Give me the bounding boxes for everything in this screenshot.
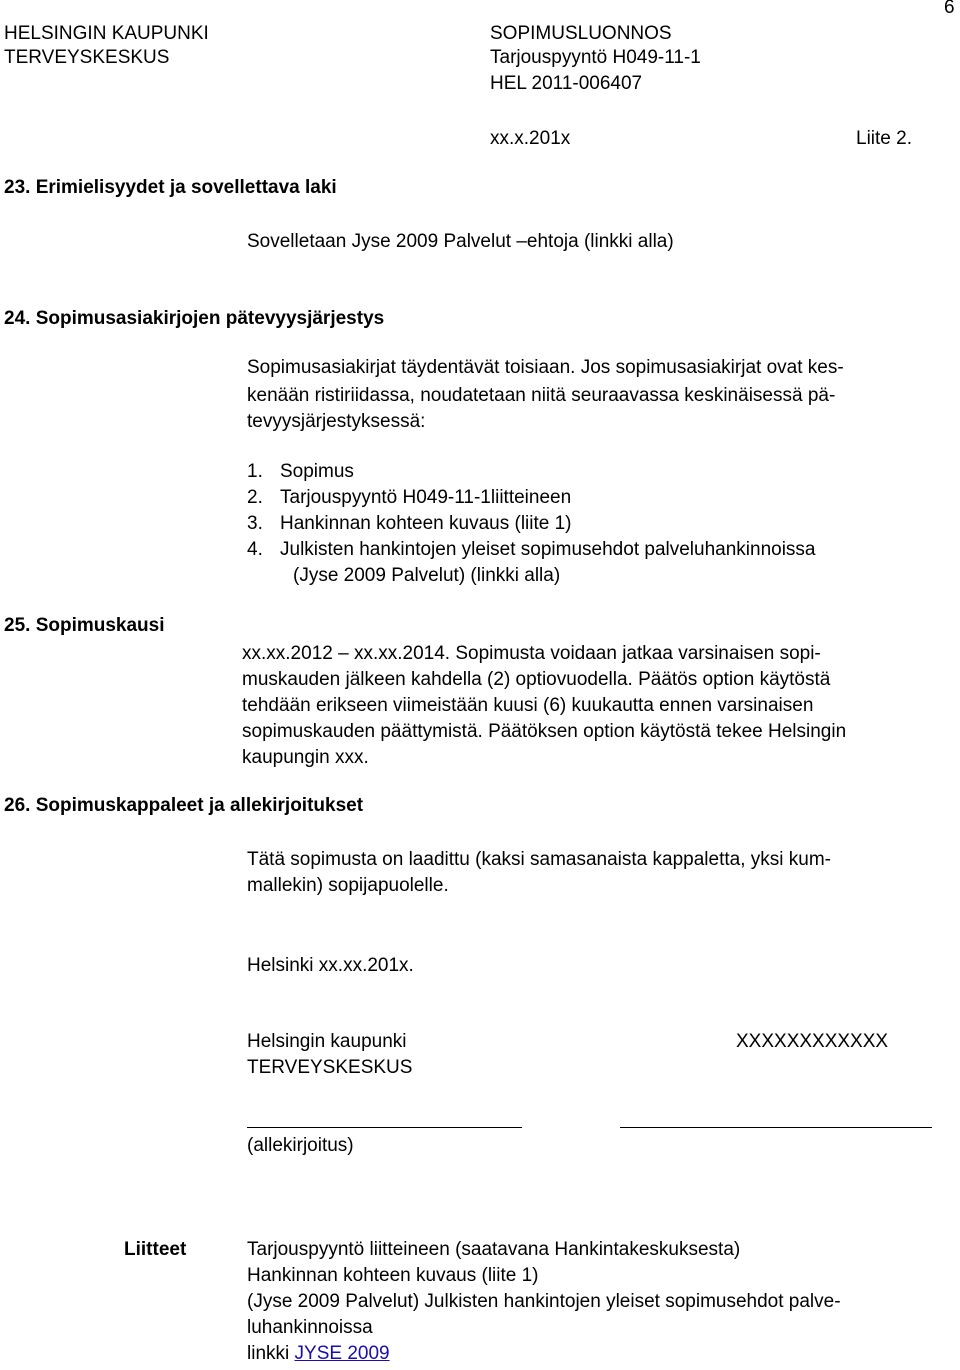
doc-title: SOPIMUSLUONNOS [490, 23, 672, 44]
attachment-item: Tarjouspyyntö liitteineen (saatavana Hankintakeskuksesta) [247, 1239, 741, 1260]
attachment-link-row [247, 1342, 390, 1366]
section-25-line: xx.xx.2012 – xx.xx.2014. Sopimusta voidaan jatkaa varsinaisen sopi- [242, 643, 821, 664]
list-item-number: 4. [247, 539, 263, 560]
list-item [247, 486, 572, 510]
list-item [247, 460, 354, 484]
list-item-text: Sopimus [280, 461, 354, 482]
doc-reference: Tarjouspyyntö H049-11-1 [490, 47, 701, 68]
attachment-item: luhankinnoissa [247, 1317, 373, 1338]
section-25-line: sopimuskauden päättymistä. Päätöksen option käytöstä tekee Helsingin [242, 721, 847, 742]
list-item-number: 2. [247, 487, 263, 508]
party-1-name: Helsingin kaupunki [247, 1031, 407, 1052]
signature-label: (allekirjoitus) [247, 1135, 354, 1156]
list-item-number: 3. [247, 513, 263, 534]
section-25-line: tehdään erikseen viimeistään kuusi (6) kuukautta ennen varsinaisen [242, 695, 814, 716]
section-25-line: muskauden jälkeen kahdella (2) optiovuodella. Päätös option käytöstä [242, 669, 831, 690]
doc-date: xx.x.201x [490, 128, 571, 149]
section-24-paragraph: tevyysjärjestyksessä: [247, 411, 426, 432]
page-number: 6 [944, 0, 955, 18]
section-25-heading: 25. Sopimuskausi [4, 615, 165, 636]
list-item [247, 512, 572, 536]
place-and-date: Helsinki xx.xx.201x. [247, 955, 414, 976]
list-item-text: Hankinnan kohteen kuvaus (liite 1) [280, 513, 572, 534]
list-item-text: Julkisten hankintojen yleiset sopimusehdot palveluhankinnoissa [280, 539, 816, 560]
party-2-name: XXXXXXXXXXXX [736, 1031, 889, 1052]
attachment-label: Liite 2. [856, 128, 912, 149]
signature-line-1 [247, 1127, 522, 1128]
party-1-unit: TERVEYSKESKUS [247, 1057, 413, 1078]
section-25-line: kaupungin xxx. [242, 747, 369, 768]
signature-line-2 [620, 1127, 932, 1128]
org-name: HELSINGIN KAUPUNKI [4, 23, 209, 44]
attachment-item: Hankinnan kohteen kuvaus (liite 1) [247, 1265, 539, 1286]
link-prefix: linkki [247, 1343, 290, 1364]
list-item [247, 538, 816, 562]
section-26-paragraph: Tätä sopimusta on laadittu (kaksi samasanaista kappaletta, yksi kum- [247, 849, 831, 870]
section-24-paragraph: kenään ristiriidassa, noudatetaan niitä seuraavassa keskinäisessä pä- [247, 385, 836, 406]
section-24-paragraph: Sopimusasiakirjat täydentävät toisiaan. Jos sopimusasiakirjat ovat kes- [247, 357, 844, 378]
attachment-item: (Jyse 2009 Palvelut) Julkisten hankintojen yleiset sopimusehdot palve- [247, 1291, 841, 1312]
section-24-heading: 24. Sopimusasiakirjojen pätevyysjärjestys [4, 308, 385, 329]
list-item-text: Tarjouspyyntö H049-11-1liitteineen [280, 487, 572, 508]
list-item-continuation: (Jyse 2009 Palvelut) (linkki alla) [293, 565, 561, 586]
section-23-text: Sovelletaan Jyse 2009 Palvelut –ehtoja (linkki alla) [247, 231, 674, 252]
org-unit: TERVEYSKESKUS [4, 47, 170, 68]
list-item-number: 1. [247, 461, 263, 482]
section-26-heading: 26. Sopimuskappaleet ja allekirjoitukset [4, 795, 364, 816]
section-23-heading: 23. Erimielisyydet ja sovellettava laki [4, 177, 337, 198]
doc-case-number: HEL 2011-006407 [490, 73, 643, 94]
jyse-link[interactable]: JYSE 2009 [294, 1343, 390, 1364]
attachments-heading: Liitteet [124, 1239, 187, 1260]
section-26-paragraph: mallekin) sopijapuolelle. [247, 875, 449, 896]
